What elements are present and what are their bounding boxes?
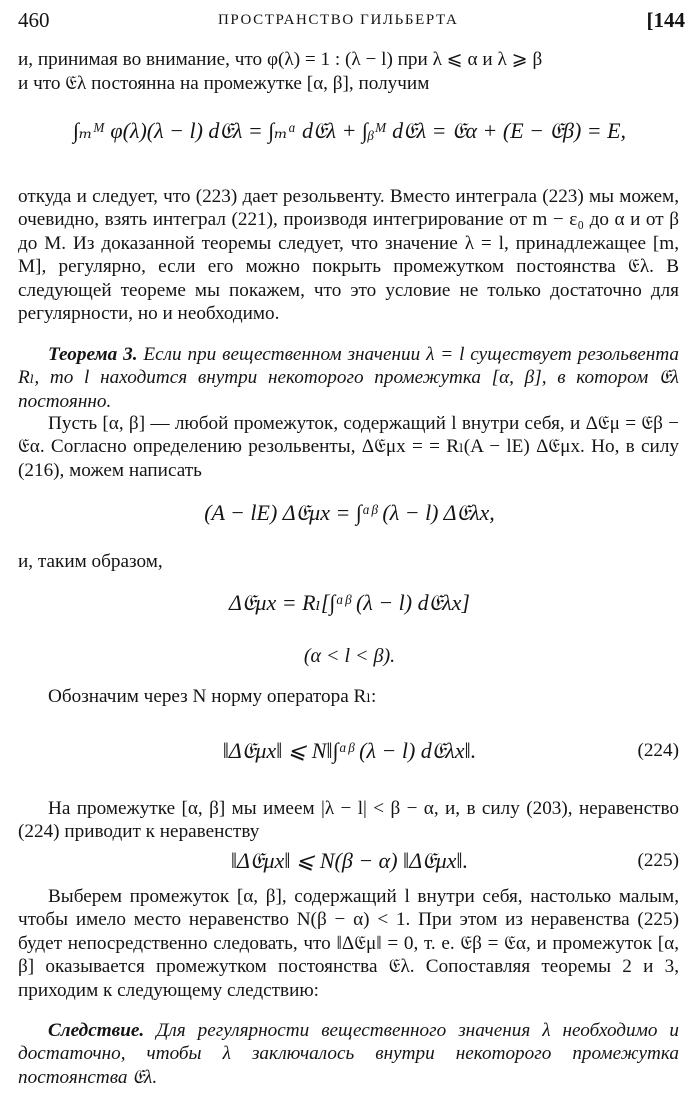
formula-224: ‖Δ𝔈μx‖ ⩽ N‖∫ᵅᵝ (λ − l) d𝔈λx‖. — [222, 738, 477, 763]
theorem-3 — [18, 343, 679, 413]
resolvent-integral-formula: ∫ₘᴹ φ(λ)(λ − l) d𝔈λ = ∫ₘᵅ d𝔈λ + ∫ᵦᴹ d𝔈λ = 𝔈α + (E − 𝔈β) = E, — [72, 118, 627, 143]
intro-line-1: и, принимая во внимание, что φ(λ) = 1 : (λ − l) при λ ⩽ α и λ ⩾ β — [18, 49, 543, 70]
paragraph-norm: Обозначим через N норму оператора Rₗ: — [48, 686, 377, 707]
corollary-label: Следствие. — [48, 1020, 145, 1041]
section-number: [144 — [646, 8, 685, 32]
running-head: ПРОСТРАНСТВО ГИЛЬБЕРТА — [218, 12, 459, 28]
paragraph-thus: и, таким образом, — [18, 551, 163, 572]
formula-integral-b: Δ𝔈μx = Rₗ[∫ᵅᵝ (λ − l) d𝔈λx] — [229, 590, 470, 615]
formula-225: ‖Δ𝔈μx‖ ⩽ N(β − α) ‖Δ𝔈μx‖. — [230, 848, 469, 873]
formula-integral-a: (A − lE) Δ𝔈μx = ∫ᵅᵝ (λ − l) Δ𝔈λx, — [204, 500, 495, 525]
paragraph-proof-start: Пусть [α, β] — любой промежуток, содержащий l внутри себя, и Δ𝔈μ = 𝔈β − 𝔈α. Согласно определению резольвенты, Δ𝔈μx = = Rₗ(A − lE) Δ𝔈μx. Но, в силу (216), можем написать — [18, 413, 679, 481]
corollary-text: Для регулярности вещественного значения λ необходимо и достаточно, чтобы λ заключалось внутри некоторого промежутка постоянства 𝔈λ. — [18, 1020, 679, 1088]
equation-number-224: (224) — [637, 740, 679, 761]
theorem-label: Теорема 3. — [48, 344, 138, 365]
corollary — [18, 1019, 679, 1089]
paragraph-conclusion: Выберем промежуток [α, β], содержащий l внутри себя, настолько малым, чтобы имело место неравенство N(β − α) < 1. При этом из неравенства (225) будет непосредственно следовать, что ‖Δ𝔈μ‖ = 0, т. е. 𝔈β = 𝔈α, и промежуток [α, β] оказывается промежутком постоянства 𝔈λ. Сопоставляя теоремы 2 и 3, приходим к следующему следствию: — [18, 886, 679, 1001]
page-header — [18, 8, 685, 38]
paragraph-inequality: На промежутке [α, β] мы имеем |λ − l| < β − α, и, в силу (203), неравенство (224) приводит к неравенству — [18, 798, 679, 843]
formula-condition: (α < l < β). — [303, 645, 396, 667]
page-number: 460 — [18, 8, 50, 32]
intro-line-2: и что 𝔈λ постоянна на промежутке [α, β], получим — [18, 73, 430, 94]
theorem-text: Если при вещественном значении λ = l существует резольвента Rₗ, то l находится внутри некоторого промежутка [α, β], в котором 𝔈λ постоянно. — [18, 344, 679, 412]
equation-number-225: (225) — [637, 850, 679, 871]
paragraph-resolvent: откуда и следует, что (223) дает резольвенту. Вместо интеграла (223) мы можем, очевидно, взять интеграл (221), производя интегрирование от m − ε₀ до α и от β до M. Из доказанной теоремы следует, что значение λ = l, принадлежащее [m, M], регулярно, если его можно покрыть промежутком постоянства 𝔈λ. В следующей теореме мы покажем, что это условие не только достаточно для регулярности, но и необходимо. — [18, 186, 679, 325]
